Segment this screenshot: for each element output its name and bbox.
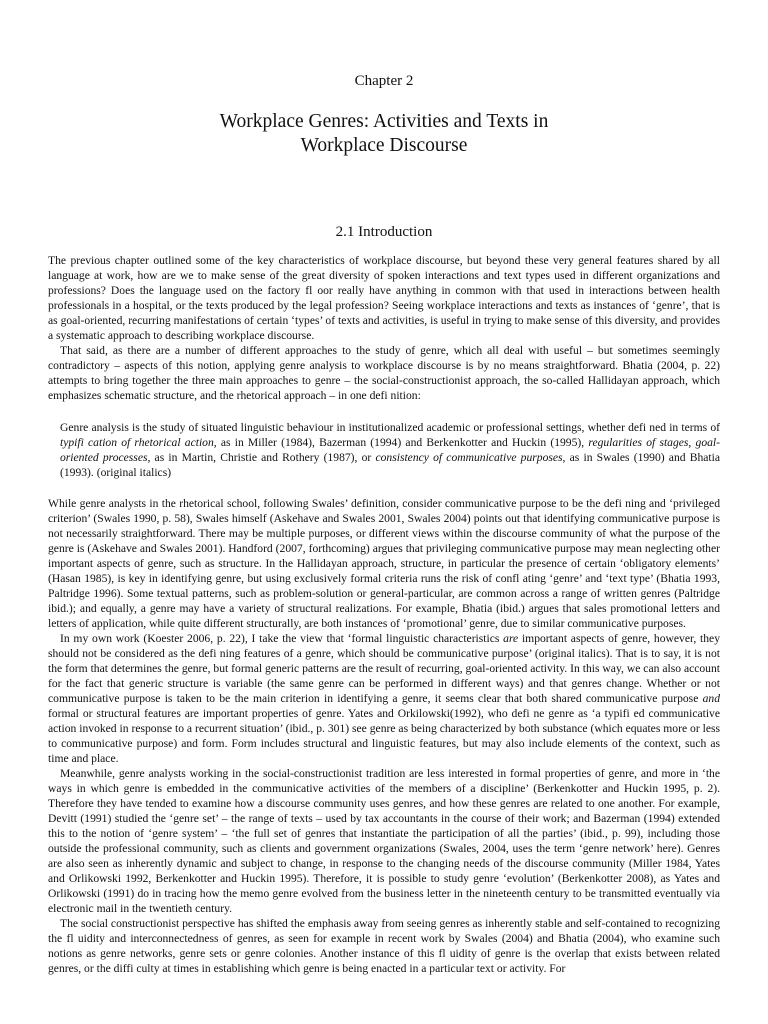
- paragraph-6: The social constructionist perspective has shifted the emphasis away from seeing genres as inherently stable and self-contained to recognizing the fl uidity and interconnectedness of genres, as seen for example in recent work by Swales (2004) and Bhatia (2004), who examine such notions as genre networks, genre sets or genre colonies. Another instance of this fl uidity of genre is the overlap that exists between related genres, or the diffi culty at times in establishing which genre is being enacted in a particular text or activity. For: [48, 917, 720, 975]
- paragraph-5: Meanwhile, genre analysts working in the social-constructionist tradition are less interested in formal properties of genre, and more in ‘the ways in which genre is embedded in the communicative activities of the members of a discipline’ (Berkenkotter and Huckin 1995, p. 2). Therefore they have tended to examine how a discourse community uses genres, and how these genres are related to one another. For example, Devitt (1991) studied the ‘genre set’ – the range of texts – used by tax accountants in the course of their work; and Bazerman (1994) extended this to the notion of ‘genre system’ – ‘the full set of genres that instantiate the participation of all the parties’ (ibid., p. 99), including those outside the professional community, such as clients and government organizations (Swales, 2004, uses the term ‘genre network’ here). Genres are also seen as inherently dynamic and subject to change, in response to the changing needs of the discourse community (Miller 1984, Yates and Orlikowski 1992, Berkenkotter and Huckin 1995). Therefore, it is possible to study genre ‘evolution’ (Berkenkotter 2008), as Yates and Orlikowski (1991) do in tracing how the memo genre evolved from the business letter in the nineteenth century to be transmitted eventually via electronic mail in the twentieth century.: [48, 767, 720, 915]
- block-quote: [60, 420, 720, 480]
- quote-italic-1: typifi cation of rhetorical action: [60, 436, 214, 449]
- section-heading: 2.1 Introduction: [335, 224, 433, 240]
- chapter-title: [0, 110, 768, 158]
- chapter-title-line-2: Workplace Discourse: [300, 135, 468, 156]
- chapter-title-line-1: Workplace Genres: Activities and Texts in: [219, 111, 549, 132]
- quote-italic-3: consistency of communicative purposes: [375, 451, 563, 464]
- paragraph-1: The previous chapter outlined some of the key characteristics of workplace discourse, but beyond these very general features shared by all language at work, how are we to make sense of the great diversity of spoken interactions and text types used in different organizations and professions? Does the language used on the factory fl oor really have anything in common with that used in interactions between health professionals in a hospital, or the texts produced by the legal profession? Seeing workplace interactions and texts as instances of ‘genre’, that is as goal-oriented, recurring manifestations of certain ‘types’ of texts and activities, is useful in trying to make sense of this diversity, and provides a systematic approach to describing workplace discourse.: [48, 254, 720, 342]
- paragraph-2: That said, as there are a number of different approaches to the study of genre, which all deal with useful – but sometimes seemingly contradictory – aspects of this notion, applying genre analysis to workplace discourse is by no means straightforward. Bhatia (2004, p. 22) attempts to bring together the three main approaches to genre – the social-constructionist approach, the so-called Hallidayan approach, which emphasizes schematic structure, and the rhetorical approach – in one defi nition:: [48, 344, 720, 402]
- body-text: [48, 253, 720, 976]
- quote-text-3: as in Martin, Christie and Rothery (1987), or: [150, 451, 376, 464]
- paragraph-3: While genre analysts in the rhetorical school, following Swales’ definition, consider communicative purpose to be the defi ning and ‘privileged criterion’ (Swales 1990, p. 58), Swales himself (Askehave and Swales 2001, Swales 2004) points out that identifying communicative purpose is not necessarily straightforward. There may be multiple purposes, or different views within the discourse community of what the purpose of the genre is (Askehave and Swales 2001). Handford (2007, forthcoming) argues that privileging communicative purpose may mean neglecting other important aspects of genre, such as structure. In the Hallidayan approach, structure, in particular the presence of certain ‘obligatory elements’ (Hasan 1985), is key in identifying genre, but using exclusively formal criteria runs the risk of confl ating ‘genre’ and ‘text type’ (Bhatia 1993, Paltridge 1996). Some textual patterns, such as problem-solution or general-particular, are common across a range of written genres (Paltridge ibid.); and equally, a genre may have a variety of structural realizations. For example, Bhatia (ibid.) argues that sales promotional letters and letters of application, while quite different structurally, are both instances of ‘promotional’ genre, due to similar communicative purposes.: [48, 497, 720, 630]
- para4-text-3: formal or structural features are important properties of genre. Yates and Orkilowski(1992), who defi ne genre as ‘a typifi ed communicative action invoked in response to a recurrent situation’ (ibid., p. 301) see genre as being characterized by both substance (which equates more or less to communicative purpose) and form. Form includes structural and linguistic features, but may also include elements of the context, such as time and place.: [48, 707, 720, 765]
- block-quote-text: [60, 420, 720, 480]
- para4-italic-2: and: [702, 692, 720, 705]
- paragraph-4: [48, 631, 720, 766]
- quote-text-4: , as in Swales (1990) and Bhatia (1993). (original italics): [60, 451, 721, 479]
- para4-text-2: important aspects of genre, however, they should not be considered as the defi ning features of a genre, which should be communicative purpose’ (original italics). That is to say, it is not the form that determines the genre, but formal generic patterns are the result of recurring, goal-oriented activity. In this way, we can also account for the fact that generic structure is variable (the same genre can be performed in different ways) and that genres change. Whether or not communicative purpose is taken to be the main criterion in identifying a genre, it seems clear that both shared communicative purpose: [48, 632, 720, 705]
- quote-text-1: Genre analysis is the study of situated linguistic behaviour in institutionalized academic or professional settings, whether defi ned in terms of: [60, 421, 720, 434]
- para4-text-1: In my own work (Koester 2006, p. 22), I take the view that ‘formal linguistic characteristics: [60, 632, 504, 645]
- chapter-label: Chapter 2: [354, 73, 414, 89]
- quote-italic-2: regularities of stages, goal-oriented processes,: [60, 436, 721, 464]
- para4-italic-1: are: [503, 632, 519, 645]
- quote-text-2: , as in Miller (1984), Bazerman (1994) and Berkenkotter and Huckin (1995),: [213, 436, 589, 449]
